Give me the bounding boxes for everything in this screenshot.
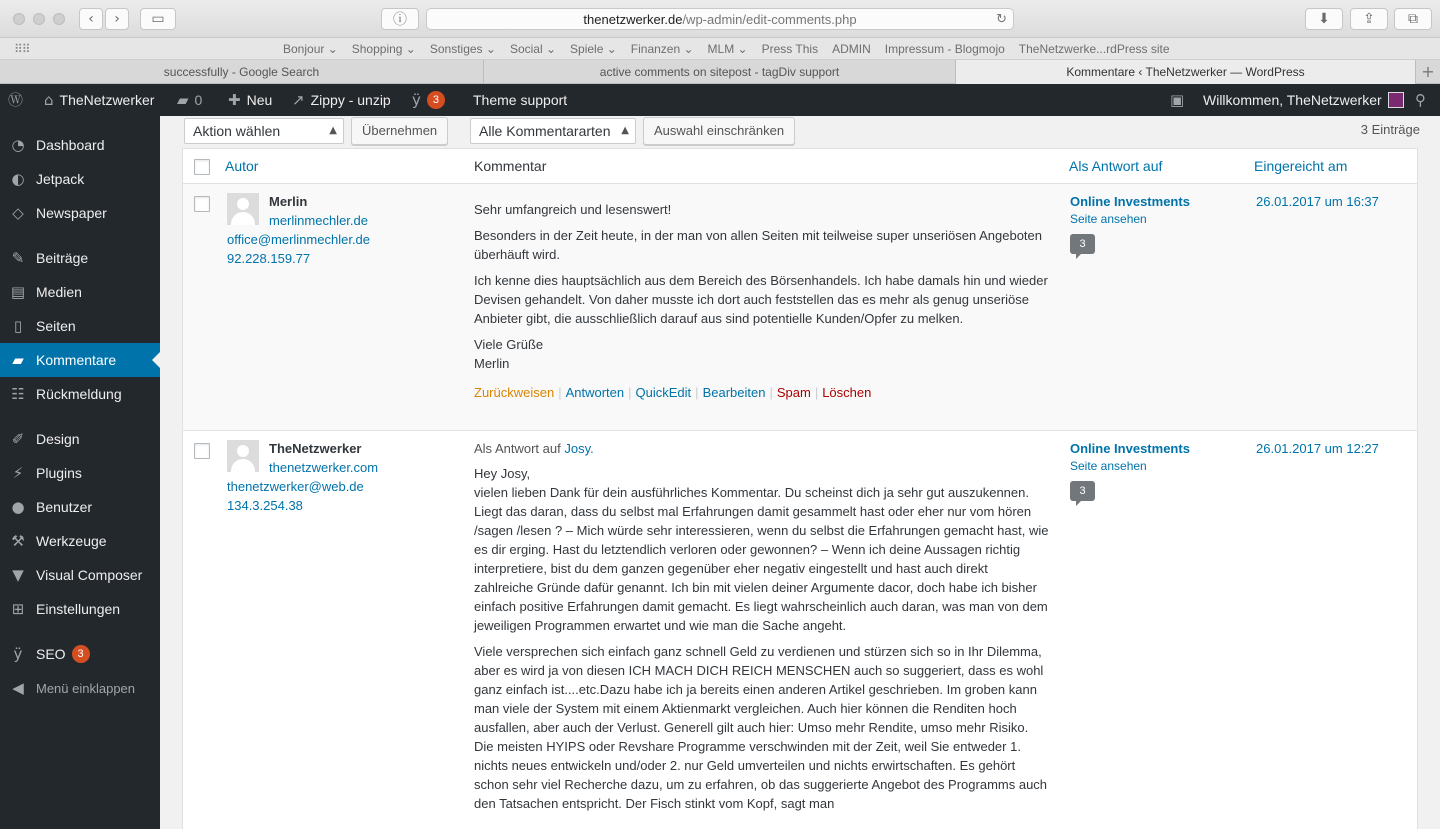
avatar	[227, 440, 259, 472]
chevron-right-icon: ›	[114, 11, 120, 27]
sidebar-item-seiten[interactable]	[0, 309, 160, 343]
table-row	[183, 184, 1417, 431]
plus-icon: +	[1421, 62, 1435, 81]
browser-toolbar	[0, 0, 1440, 38]
dashboard-icon: ◔	[11, 136, 25, 154]
wordpress-logo-icon: Ⓦ	[8, 91, 24, 109]
home-icon: ⌂	[44, 91, 54, 109]
comment-paragraph: Sehr umfangreich und lesenswert!	[474, 202, 672, 217]
bulk-action-value: Aktion wählen	[193, 123, 281, 139]
sidebar-item-plugins[interactable]	[0, 456, 160, 490]
new-content-menu[interactable]	[228, 84, 272, 116]
table-header	[183, 149, 1417, 184]
pin-icon: ✎	[11, 249, 25, 267]
sidebar-item-label: Rückmeldung	[36, 386, 122, 402]
downloads-button[interactable]	[1305, 8, 1343, 30]
sidebar-item-label: Visual Composer	[36, 567, 143, 583]
response-post-link[interactable]: Online Investments	[1070, 441, 1190, 456]
bookmark-item[interactable]: Shopping ⌄	[351, 42, 416, 56]
sidebar-item-beiträge[interactable]	[0, 241, 160, 275]
reader-button[interactable]	[381, 8, 419, 30]
download-icon: ⬇	[1318, 11, 1330, 27]
unapprove-link[interactable]: Zurückweisen	[474, 385, 555, 400]
url-path: /wp-admin/edit-comments.php	[682, 12, 857, 27]
author-name: Merlin	[269, 194, 308, 209]
quickedit-link[interactable]: QuickEdit	[635, 385, 692, 400]
comment-paragraph: Ich kenne dies hauptsächlich aus dem Bereich des Börsenhandels. Ich habe damals hin und wieder Devisen gehandelt. Von daher musste ich dort auch feststellen das es mehr als genug unseriöse Anbieter gibt, die ausschließlich darauf aus sind potentielle Kunden/Opfer zu melken.	[474, 273, 1048, 326]
comment-count-bubble[interactable]: 3	[1070, 481, 1095, 501]
submitted-date-link[interactable]: 26.01.2017 um 12:27	[1256, 441, 1379, 456]
column-comment: Kommentar	[474, 158, 547, 174]
column-date[interactable]: Eingereicht am	[1254, 158, 1348, 174]
bookmark-item[interactable]: Bonjour ⌄	[283, 42, 338, 56]
bookmark-item[interactable]: Press This	[761, 42, 819, 56]
comment-type-value: Alle Kommentararten	[479, 123, 611, 139]
sidebar-item-label: Werkzeuge	[36, 533, 107, 549]
bookmark-item[interactable]: MLM ⌄	[707, 42, 748, 56]
delete-link[interactable]: Löschen	[822, 385, 872, 400]
media-icon: ▤	[10, 283, 26, 301]
new-label: Neu	[246, 92, 273, 108]
sidebar-item-label: Medien	[36, 284, 82, 300]
reply-parent-link[interactable]: Josy.	[564, 441, 594, 456]
notification-menu[interactable]	[1170, 84, 1184, 116]
external-link-icon: ↗	[292, 91, 305, 109]
minimize-window-button[interactable]	[33, 13, 45, 25]
wrench-icon: ⚒	[11, 532, 25, 550]
column-response[interactable]: Als Antwort auf	[1069, 158, 1163, 174]
comment-paragraph: Viele versprechen sich einfach ganz schnell Geld zu verdienen und stürzen sich so in Ihr Dilemma, aber es wird ja von diesen ICH MACH DICH REICH MENSCHEN auch so suggeriert, dass es wohl ganz einfach ist....etc.Dazu habe ich ja bereits einen anderen Artikel geschrieben. Im groben kann man viele der System mit einem Aktienmarkt vergleichen. Auch hier können die Renditen hoch ausfallen, aber auch der Verlust. Generell gilt auch hier: Umso mehr Rendite, umso mehr Risiko. Die meisten HYIPS oder Revshare Programme verschwinden mit der Zeit, weil Sie entweder 1. nichts neues entwickeln und/oder 2. nur Geld umverteilen und nichts erwirtschaften. Es gehört schon sehr viel Recherche dazu, um zu erfahren, ob das suggerierte Angebot des Programms auch den Tatsachen entspricht. Der Fisch stinkt vom Kopf, sagt man	[474, 644, 1048, 811]
view-page-link[interactable]: Seite ansehen	[1070, 459, 1147, 473]
sidebar-item-label: SEO	[36, 646, 66, 662]
search-icon: ⚲	[1415, 91, 1426, 109]
sidebar-item-label: Design	[36, 431, 80, 447]
forward-button[interactable]	[105, 8, 129, 30]
close-window-button[interactable]	[13, 13, 25, 25]
tab-bar	[0, 60, 1440, 84]
sidebar-item-label: Einstellungen	[36, 601, 121, 617]
jetpack-icon: ◐	[11, 170, 25, 188]
sidebar-item-label: Jetpack	[36, 171, 85, 187]
collapse-icon: ◀	[12, 679, 24, 697]
sidebar-item-werkzeuge[interactable]	[0, 524, 160, 558]
zippy-menu[interactable]	[292, 84, 391, 116]
row-checkbox[interactable]	[194, 196, 210, 212]
select-arrows-icon: ▲	[621, 125, 629, 136]
tabs-icon: ⧉	[1408, 11, 1418, 27]
sidebar-item-dashboard[interactable]	[0, 128, 160, 162]
comment-type-select[interactable]	[470, 118, 636, 144]
theme-support-label: Theme support	[473, 92, 568, 108]
author-site-link[interactable]: thenetzwerker.com	[269, 460, 379, 475]
search-menu[interactable]	[1415, 84, 1426, 116]
author-email-link[interactable]: office@merlinmechler.de	[227, 232, 371, 247]
share-button[interactable]	[1350, 8, 1388, 30]
feedback-icon: ☷	[11, 385, 25, 403]
address-bar[interactable]	[426, 8, 1014, 30]
comment-text	[474, 439, 1049, 820]
bookmark-item[interactable]: ADMIN	[832, 42, 871, 56]
sidebar-item-label: Kommentare	[36, 352, 117, 368]
comments-count: 0	[194, 92, 203, 108]
sidebar-item-rückmeldung[interactable]	[0, 377, 160, 411]
info-icon: ⓘ	[393, 12, 407, 28]
seo-badge: 3	[72, 645, 90, 663]
edit-link[interactable]: Bearbeiten	[702, 385, 766, 400]
apply-button[interactable]: Übernehmen	[351, 117, 448, 145]
response-post-link[interactable]: Online Investments	[1070, 194, 1190, 209]
comments-icon: ▰	[12, 351, 24, 369]
pages-icon: ▯	[13, 317, 23, 335]
sidebar-item-newspaper[interactable]	[0, 196, 160, 230]
tabs-overview-button[interactable]	[1394, 8, 1432, 30]
author-ip-link[interactable]: 92.228.159.77	[227, 251, 311, 266]
sidebar-item-visual-composer[interactable]	[0, 558, 160, 592]
wp-admin-bar	[0, 84, 1440, 116]
column-author[interactable]: Autor	[225, 158, 259, 174]
sidebar-toggle-button[interactable]	[140, 8, 176, 30]
sidebar-item-menü-einklappen[interactable]	[0, 671, 160, 705]
sidebar-item-label: Menü einklappen	[36, 680, 136, 696]
comment-paragraph: Hey Josy, vielen lieben Dank für dein ausführliches Kommentar. Du scheinst dich ja sehr gut auszukennen. Liegt das daran, dass du selbst mal Erfahrungen damit gesammelt hast oder eher nur vom hören /sagen /lesen ? – Mich würde sehr interessieren, wenn du selbst die Erfahrungen gemacht hast, wie es dir erging. Hast du letztendlich verloren oder gewonnen? – Wenn ich deine Aussagen richtig interpretiere, bist du dem ganzen gegenüber eher negativ eingestellt und hast auch direkt zahlreiche Gründe dafür genannt. Ich bin mit vielen deiner Argumente dacor, doch habe ich bisher einfach positive Erfahrungen damit gemacht. Es liegt wahrscheinlich auch daran, was man von dem jeweiligen Programmen erwartet und wie man die Sache angeht.	[474, 466, 1049, 633]
reply-link[interactable]: Antworten	[565, 385, 625, 400]
tab-google-search[interactable]: successfully - Google Search	[0, 60, 484, 84]
yoast-icon: ÿ	[13, 645, 23, 663]
sidebar-item-label: Newspaper	[36, 205, 107, 221]
sidebar-item-benutzer[interactable]	[0, 490, 160, 524]
reload-icon[interactable]: ↻	[996, 12, 1007, 27]
notification-icon: ▣	[1170, 91, 1185, 109]
sidebar-item-einstellungen[interactable]	[0, 592, 160, 626]
back-button[interactable]	[79, 8, 103, 30]
comment-count-bubble[interactable]: 3	[1070, 234, 1095, 254]
filter-button[interactable]: Auswahl einschränken	[643, 117, 795, 145]
zoom-window-button[interactable]	[53, 13, 65, 25]
sidebar-icon: ▭	[151, 11, 165, 27]
avatar	[227, 193, 259, 225]
reply-to-line	[474, 439, 1049, 458]
plugin-icon: ⚡	[12, 464, 24, 482]
comments-table	[182, 148, 1418, 829]
sidebar-item-label: Beiträge	[36, 250, 89, 266]
author-site-link[interactable]: merlinmechler.de	[269, 213, 368, 228]
bookmark-item[interactable]: Spiele ⌄	[570, 42, 617, 56]
yoast-menu[interactable]	[412, 84, 445, 116]
response-cell	[1070, 194, 1190, 254]
share-icon: ⇪	[1363, 11, 1375, 27]
sidebar-item-label: Seiten	[36, 318, 76, 334]
select-all-checkbox[interactable]	[194, 159, 210, 175]
items-count: 3 Einträge	[1360, 122, 1420, 137]
yoast-badge: 3	[427, 91, 445, 109]
chevron-left-icon: ‹	[88, 11, 94, 27]
reply-prefix: Als Antwort auf	[474, 441, 561, 456]
bookmark-list	[283, 42, 1170, 56]
row-checkbox[interactable]	[194, 443, 210, 459]
new-tab-button[interactable]	[1416, 60, 1440, 83]
author-ip-link[interactable]: 134.3.254.38	[227, 498, 303, 513]
plus-icon: ✚	[228, 91, 241, 109]
bookmark-item[interactable]: Impressum - Blogmojo	[884, 42, 1005, 56]
sidebar-item-seo[interactable]	[0, 637, 160, 671]
bookmark-item[interactable]: Finanzen ⌄	[630, 42, 694, 56]
wp-logo-menu[interactable]	[8, 84, 23, 116]
zippy-label: Zippy - unzip	[310, 92, 391, 108]
sidebar-item-label: Dashboard	[36, 137, 105, 153]
settings-icon: ⊞	[11, 600, 25, 618]
sidebar-item-medien[interactable]	[0, 275, 160, 309]
comment-text	[474, 200, 1049, 402]
newspaper-icon: ◇	[12, 204, 24, 222]
bookmark-item[interactable]: TheNetzwerke...rdPress site	[1018, 42, 1170, 56]
account-menu[interactable]	[1203, 84, 1404, 116]
yoast-icon: ÿ	[412, 91, 421, 109]
spam-link[interactable]: Spam	[776, 385, 811, 400]
row-actions: Zurückweisen | Antworten | QuickEdit | Bearbeiten | Spam | Löschen	[474, 385, 872, 400]
sidebar-item-design[interactable]	[0, 422, 160, 456]
sidebar-item-kommentare[interactable]	[0, 343, 160, 377]
author-email-link[interactable]: thenetzwerker@web.de	[227, 479, 364, 494]
site-name-menu[interactable]	[44, 84, 154, 116]
bookmark-item[interactable]: Social ⌄	[509, 42, 557, 56]
author-name: TheNetzwerker	[269, 441, 362, 456]
bookmark-item[interactable]: Sonstiges ⌄	[429, 42, 496, 56]
comment-paragraph: Besonders in der Zeit heute, in der man von allen Seiten mit teilweise super unseriösen Angeboten überhäuft wird.	[474, 228, 1043, 262]
brush-icon: ✐	[11, 430, 25, 448]
tab-wordpress-comments[interactable]: Kommentare ‹ TheNetzwerker — WordPress	[956, 60, 1416, 84]
admin-sidebar	[0, 116, 160, 829]
site-name: TheNetzwerker	[59, 92, 155, 108]
sidebar-item-jetpack[interactable]	[0, 162, 160, 196]
table-row	[183, 431, 1417, 829]
comments-page	[160, 116, 1440, 829]
select-arrows-icon: ▲	[329, 125, 337, 136]
url-domain: thenetzwerker.de	[583, 12, 683, 27]
tab-tagdiv-support[interactable]: active comments on sitepost - tagDiv support	[484, 60, 956, 84]
sidebar-item-label: Benutzer	[36, 499, 93, 515]
theme-support-menu[interactable]	[473, 84, 567, 116]
visual-composer-icon: ▼	[12, 566, 24, 584]
bookmarks-bar	[0, 38, 1440, 60]
comment-bubble-icon: ▰	[177, 91, 189, 109]
grid-icon[interactable]: ⠿⠿	[14, 42, 30, 56]
welcome-text: Willkommen, TheNetzwerker	[1203, 92, 1382, 108]
submitted-date-link[interactable]: 26.01.2017 um 16:37	[1256, 194, 1379, 209]
user-avatar	[1388, 92, 1404, 108]
sidebar-item-label: Plugins	[36, 465, 82, 481]
view-page-link[interactable]: Seite ansehen	[1070, 212, 1147, 226]
user-icon: ●	[11, 498, 25, 516]
comments-menu[interactable]	[177, 84, 202, 116]
bulk-action-select[interactable]	[184, 118, 344, 144]
comment-paragraph: Viele Grüße Merlin	[474, 337, 544, 371]
response-cell	[1070, 441, 1190, 501]
